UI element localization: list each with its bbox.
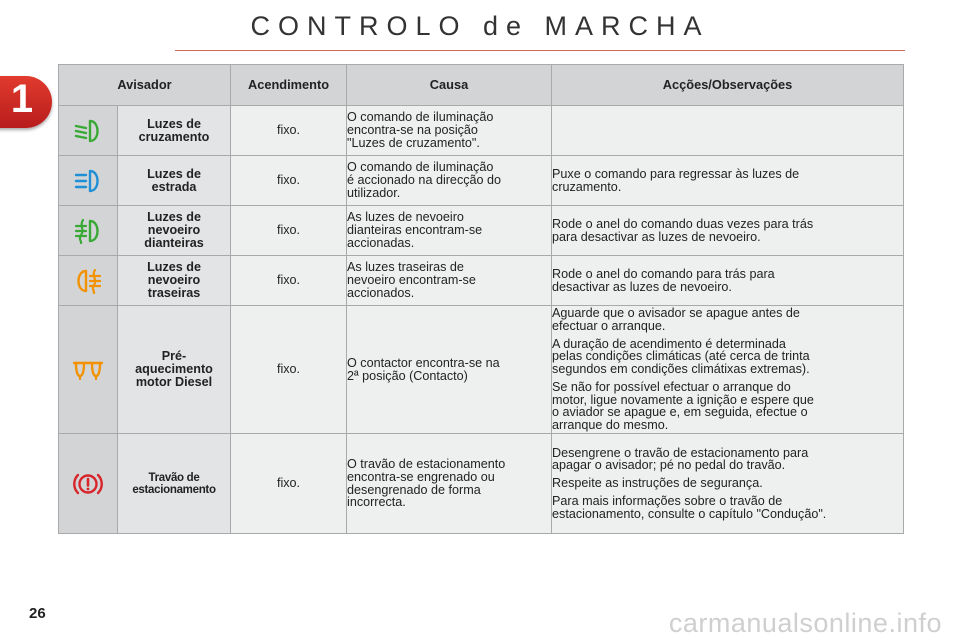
action-text — [552, 106, 904, 156]
title-divider — [175, 50, 905, 51]
column-header-avisador: Avisador — [59, 65, 231, 106]
action-text: Desengrene o travão de estacionamento para apagar o avisador; pé no pedal do travão. Respeite as instruções de segurança. Para mais informações sobre o travão de estacionamento, consulte o capítulo "Condução". — [552, 434, 904, 534]
action-text: Rode o anel do comando para trás para desactivar as luzes de nevoeiro. — [552, 256, 904, 306]
action-text: Aguarde que o avisador se apague antes de efectuar o arranque. A duração de acendimento é determinada pelas condições climáticas (até cerca de trinta segundos em condições climátixas extremas). Se não for possível efectuar o arranque do motor, ligue novamente a ignição e espere que o aviador se apague e, em seguida, efectue o arranque do mesmo. — [552, 306, 904, 434]
icon-cell — [59, 206, 118, 256]
action-text: Rode o anel do comando duas vezes para trás para desactivar as luzes de nevoeiro. — [552, 206, 904, 256]
table-row — [59, 156, 904, 206]
chapter-number: 1 — [10, 77, 34, 121]
table-row — [59, 434, 904, 534]
high-beam-icon — [59, 169, 117, 193]
table-row — [59, 256, 904, 306]
lighting-state: fixo. — [231, 256, 347, 306]
column-header-causa: Causa — [347, 65, 552, 106]
warning-lights-table — [58, 64, 904, 534]
icon-cell — [59, 156, 118, 206]
table-header-row — [59, 65, 904, 106]
cause-text: As luzes traseiras de nevoeiro encontram-se accionados. — [347, 256, 552, 306]
lighting-state: fixo. — [231, 434, 347, 534]
table-row — [59, 206, 904, 256]
warning-name: Luzes de nevoeiro traseiras — [118, 256, 231, 306]
lighting-state: fixo. — [231, 106, 347, 156]
warning-name: Travão de estacionamento — [118, 434, 231, 534]
lighting-state: fixo. — [231, 206, 347, 256]
action-text: Puxe o comando para regressar às luzes de cruzamento. — [552, 156, 904, 206]
rear-fog-icon — [59, 268, 117, 294]
cause-text: O comando de iluminação encontra-se na posição "Luzes de cruzamento". — [347, 106, 552, 156]
glow-plug-icon — [59, 359, 117, 381]
front-fog-icon — [59, 218, 117, 244]
cause-text: O contactor encontra-se na 2ª posição (Contacto) — [347, 306, 552, 434]
warning-name: Luzes de cruzamento — [118, 106, 231, 156]
icon-cell — [59, 106, 118, 156]
column-header-acendimento: Acendimento — [231, 65, 347, 106]
icon-cell — [59, 256, 118, 306]
lighting-state: fixo. — [231, 156, 347, 206]
lighting-state: fixo. — [231, 306, 347, 434]
warning-name: Luzes de nevoeiro dianteiras — [118, 206, 231, 256]
watermark: carmanualsonline.info — [668, 608, 942, 638]
column-header-accoes: Acções/Observações — [552, 65, 904, 106]
table-row — [59, 306, 904, 434]
cause-text: O travão de estacionamento encontra-se engrenado ou desengrenado de forma incorrecta. — [347, 434, 552, 534]
chapter-tab — [0, 76, 52, 128]
parking-brake-icon — [59, 471, 117, 497]
cause-text: O comando de iluminação é accionado na direcção do utilizador. — [347, 156, 552, 206]
icon-cell — [59, 306, 118, 434]
page-number: 26 — [29, 605, 46, 622]
page-title: CONTROLO de MARCHA — [250, 11, 710, 41]
table-row — [59, 106, 904, 156]
cause-text: As luzes de nevoeiro dianteiras encontram-se accionadas. — [347, 206, 552, 256]
warning-name: Pré- aquecimento motor Diesel — [118, 306, 231, 434]
warning-name: Luzes de estrada — [118, 156, 231, 206]
icon-cell — [59, 434, 118, 534]
low-beam-icon — [59, 119, 117, 143]
